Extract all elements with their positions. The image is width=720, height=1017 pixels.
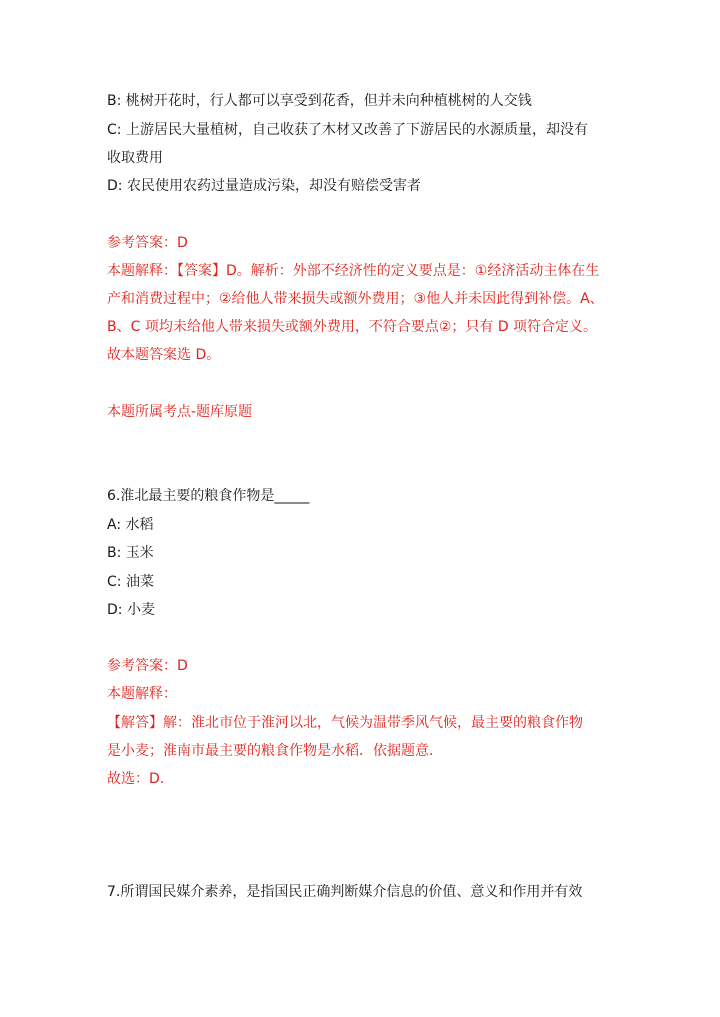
q6-explanation-line2: 是小麦；淮南市最主要的粮食作物是水稻．依据题意． xyxy=(107,743,443,759)
q5-option-d: D: 农民使用农药过量造成污染，却没有赔偿受害者 xyxy=(107,178,421,194)
q6-conclusion: 故选：D. xyxy=(107,771,165,787)
q6-option-b: B: 玉米 xyxy=(107,545,154,561)
q6-option-a: A: 水稻 xyxy=(107,517,154,533)
q5-option-c-line1: C: 上游居民大量植树，自己收获了木材又改善了下游居民的水源质量，却没有 xyxy=(107,122,588,138)
q5-source: 本题所属考点-题库原题 xyxy=(107,404,253,420)
q6-explanation-heading: 本题解释： xyxy=(107,686,177,702)
q6-option-c: C: 油菜 xyxy=(107,574,154,590)
q5-explanation-line4: 故本题答案选 D。 xyxy=(107,347,221,363)
q5-option-c-line2: 收取费用 xyxy=(107,150,163,166)
q6-option-d: D: 小麦 xyxy=(107,602,155,618)
q6-question: 6.淮北最主要的粮食作物是_____ xyxy=(107,488,310,504)
q6-explanation-line1: 【解答】解：淮北市位于淮河以北，气候为温带季风气候，最主要的粮食作物 xyxy=(107,715,583,731)
q5-answer: 参考答案：D xyxy=(107,235,188,251)
q5-option-b: B: 桃树开花时，行人都可以享受到花香，但并未向种植桃树的人交钱 xyxy=(107,93,532,109)
q5-explanation-line2: 产和消费过程中；②给他人带来损失或额外费用；③他人并未因此得到补偿。A、 xyxy=(107,291,604,307)
q5-explanation-line1: 本题解释：【答案】D。解析：外部不经济性的定义要点是：①经济活动主体在生 xyxy=(107,263,600,279)
q6-answer: 参考答案：D xyxy=(107,658,188,674)
q7-question: 7.所谓国民媒介素养，是指国民正确判断媒介信息的价值、意义和作用并有效 xyxy=(107,884,583,900)
q5-explanation-line3: B、C 项均未给他人带来损失或额外费用，不符合要点②；只有 D 项符合定义。 xyxy=(107,319,598,335)
